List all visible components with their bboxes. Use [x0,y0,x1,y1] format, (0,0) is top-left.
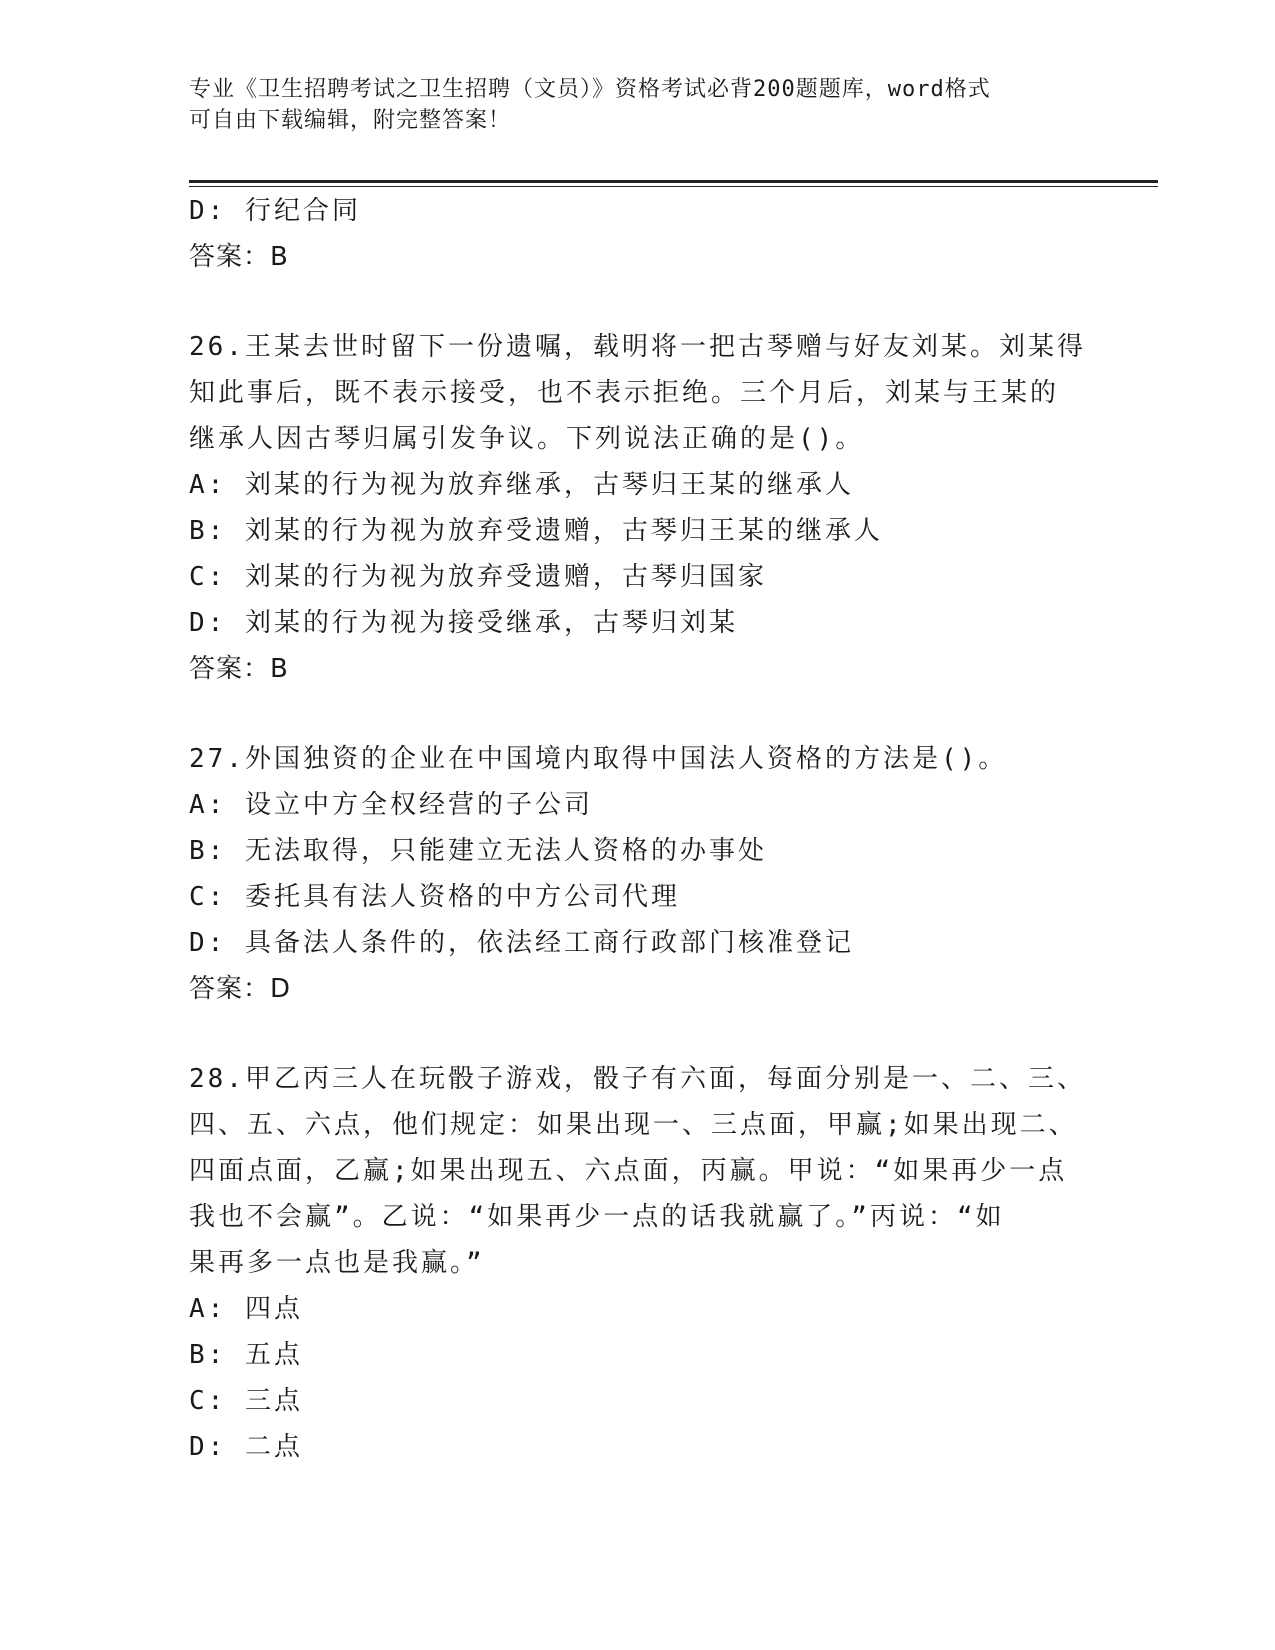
question-26 [189,324,1089,692]
option-c: C: 刘某的行为视为放弃受遗赠，古琴归国家 [189,562,767,592]
prev-option-d: D: 行纪合同 [189,196,361,226]
option-a: A: 四点 [189,1294,303,1324]
header-title-line-1: 专业《卫生招聘考试之卫生招聘（文员）》资格考试必背200题题库，word格式 [189,77,991,102]
question-stem-line: 28.甲乙丙三人在玩骰子游戏，骰子有六面，每面分别是一、二、三、 [189,1064,1086,1094]
header-divider-thin [189,186,1158,187]
answer: 答案：D [189,974,292,1004]
question-stem-line: 四面点面，乙赢;如果出现五、六点面，丙赢。甲说：“如果再少一点 [189,1156,1068,1186]
option-a: A: 刘某的行为视为放弃继承，古琴归王某的继承人 [189,470,854,500]
question-27 [189,736,1089,1012]
question-stem-line: 知此事后，既不表示接受，也不表示拒绝。三个月后，刘某与王某的 [189,378,1060,408]
question-stem-line: 四、五、六点，他们规定：如果出现一、三点面，甲赢;如果出现二、 [189,1110,1078,1140]
question-stem-line: 27.外国独资的企业在中国境内取得中国法人资格的方法是()。 [189,744,1008,774]
question-stem-line: 26.王某去世时留下一份遗嘱，载明将一把古琴赠与好友刘某。刘某得 [189,332,1086,362]
option-c: C: 委托具有法人资格的中方公司代理 [189,882,680,912]
header-divider-thick [189,180,1158,183]
option-d: D: 具备法人条件的，依法经工商行政部门核准登记 [189,928,854,958]
prev-answer: 答案：B [189,242,289,272]
option-d: D: 二点 [189,1432,303,1462]
document-body [189,188,1089,1470]
option-c: C: 三点 [189,1386,303,1416]
document-header [189,74,1089,136]
answer: 答案：B [189,654,289,684]
question-stem-line: 果再多一点也是我赢。” [189,1248,485,1278]
option-b: B: 五点 [189,1340,303,1370]
option-b: B: 刘某的行为视为放弃受遗赠，古琴归王某的继承人 [189,516,883,546]
option-b: B: 无法取得，只能建立无法人资格的办事处 [189,836,767,866]
question-stem-line: 继承人因古琴归属引发争议。下列说法正确的是()。 [189,424,865,454]
question-28 [189,1056,1089,1470]
option-d: D: 刘某的行为视为接受继承，古琴归刘某 [189,608,738,638]
option-a: A: 设立中方全权经营的子公司 [189,790,593,820]
question-stem-line: 我也不会赢”。乙说：“如果再少一点的话我就赢了。”丙说：“如 [189,1202,1005,1232]
header-title-line-2: 可自由下载编辑，附完整答案！ [189,108,512,133]
